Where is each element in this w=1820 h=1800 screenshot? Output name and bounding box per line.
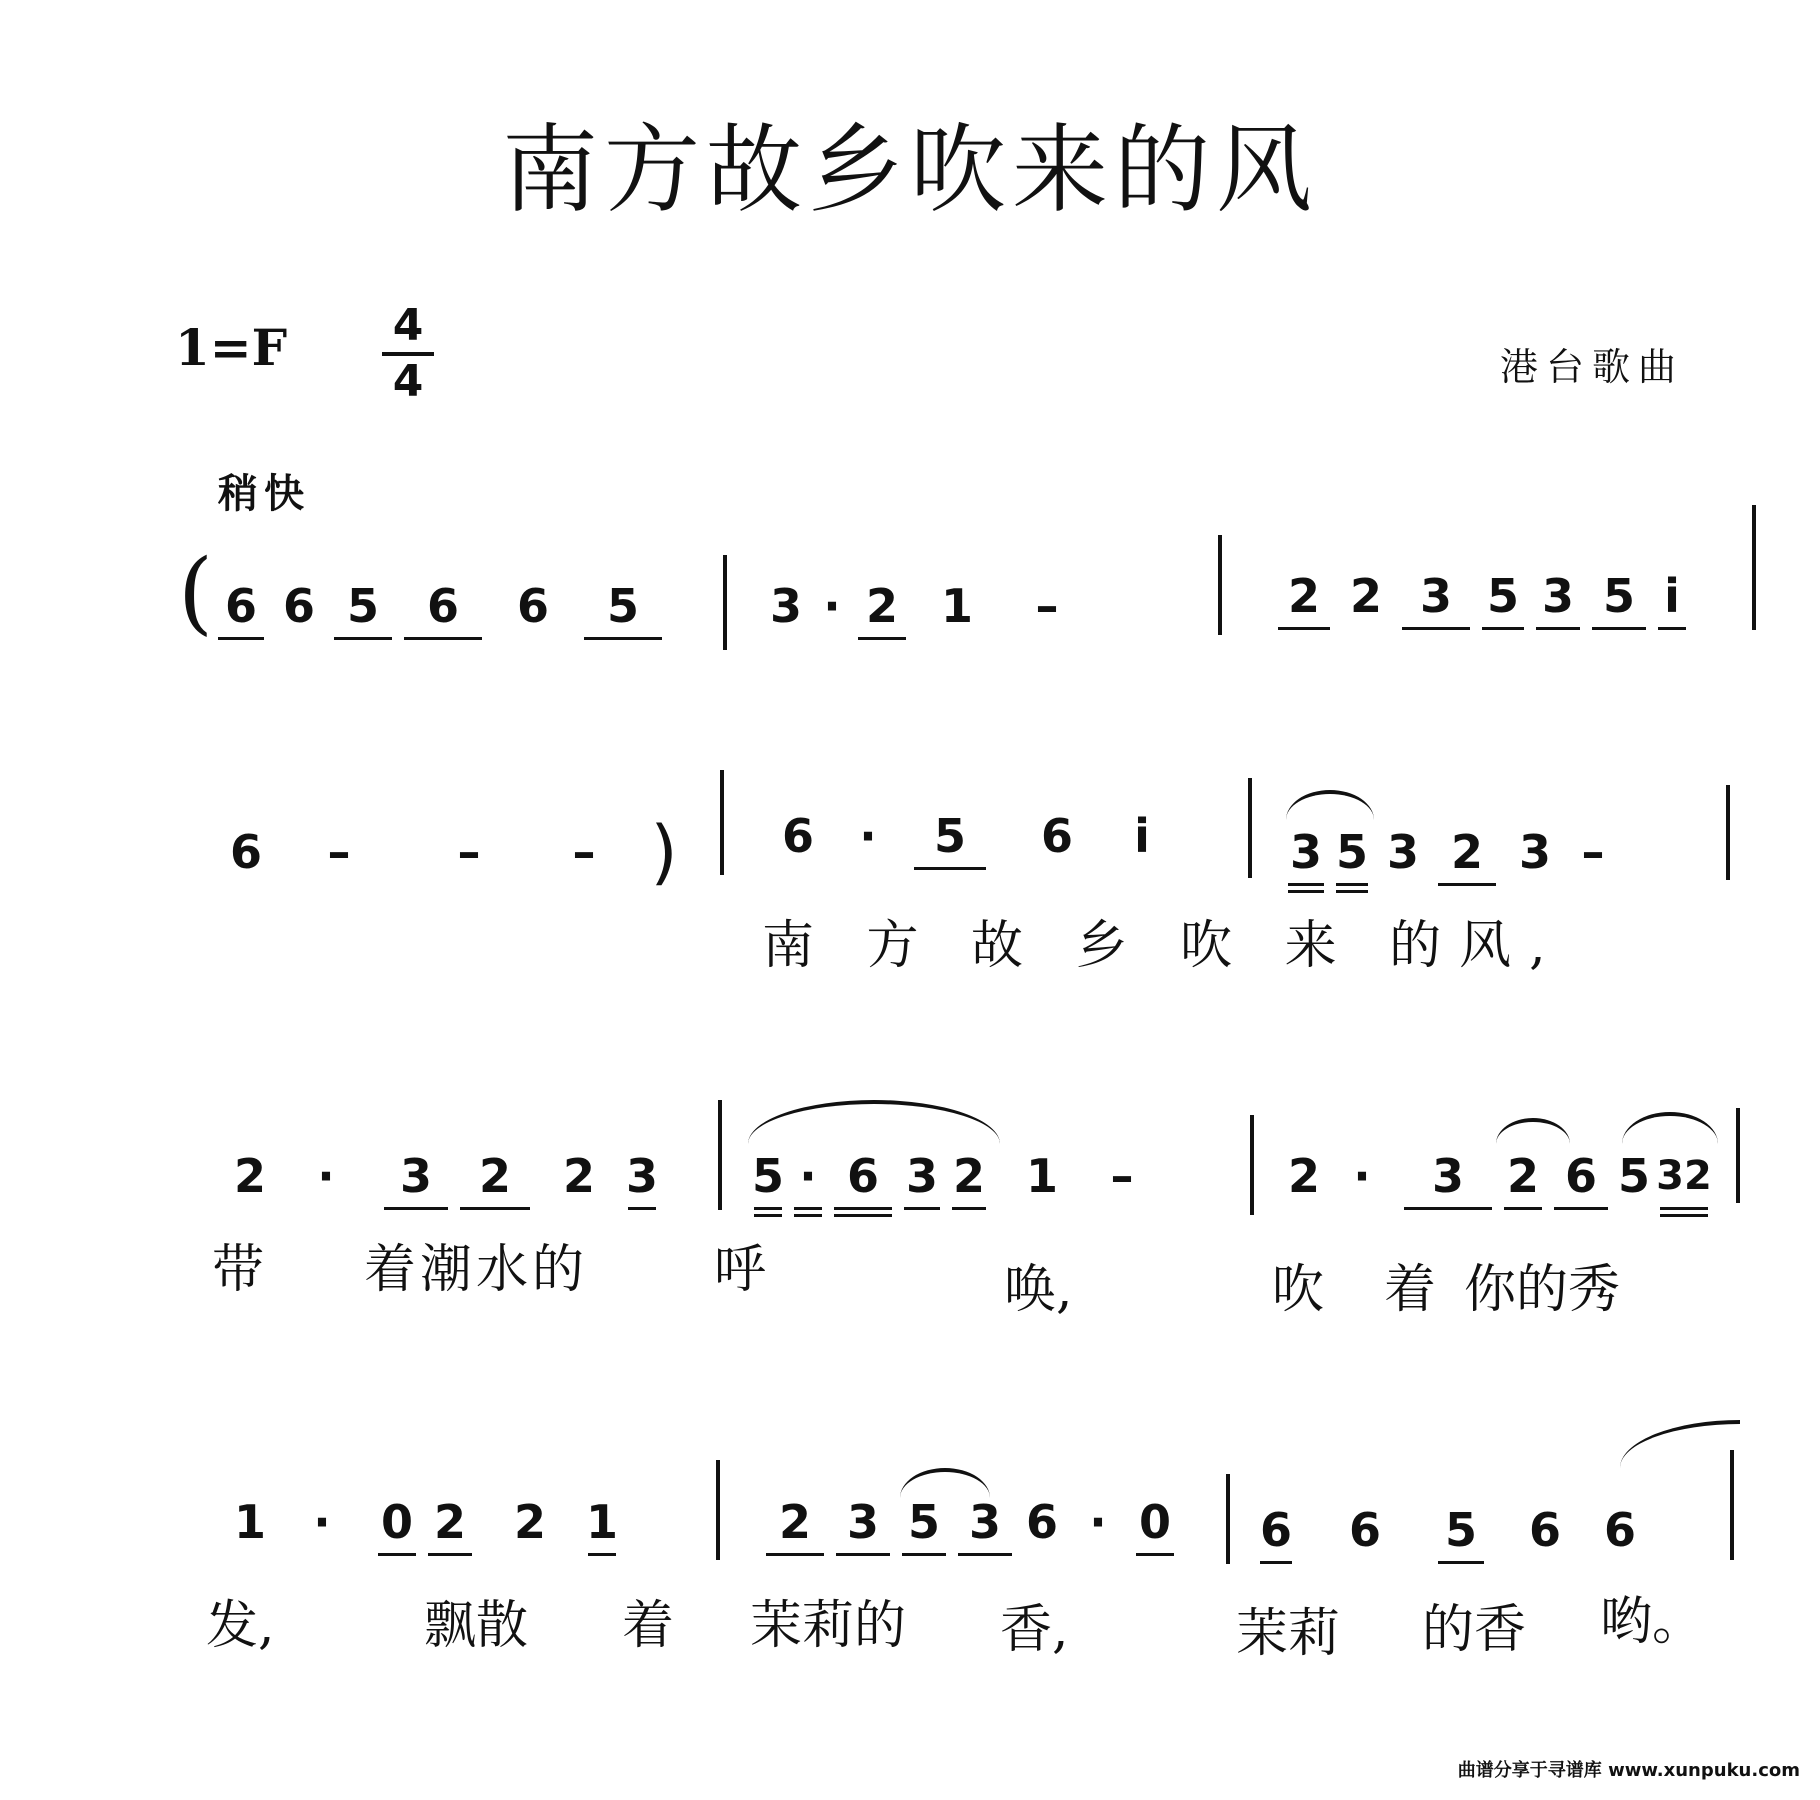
measure-2-2 [768,806,1162,866]
note: 3 [1530,566,1586,626]
note: 2 [422,1492,478,1552]
note: 1 [233,1495,266,1549]
measure-1-3 [1272,566,1692,626]
lyric: 呼 [714,1240,767,1300]
note: 3 [1518,825,1551,879]
note: 3 [898,1146,946,1206]
time-signature-numerator: 4 [382,304,434,356]
note: 1 [940,579,973,633]
dash: – [572,825,596,879]
dash: – [457,825,481,879]
measure-4-3 [1254,1500,1640,1560]
slur [1496,1118,1570,1144]
barline [720,770,724,875]
song-title: 南方故乡吹来的风 [502,114,1318,226]
barline [1250,1115,1254,1215]
note: 6 [1254,1500,1298,1560]
note: 6 [828,1146,898,1206]
note: 5 [1617,1149,1650,1203]
lyric: 哟。 [1600,1592,1705,1652]
time-signature [382,300,434,407]
lyric: 唤, [1004,1260,1073,1320]
barline [1730,1450,1734,1560]
key-signature: 1=F [175,318,288,377]
note: 6 [1025,1495,1058,1549]
measure-3-3 [1282,1146,1714,1206]
measure-4-1 [228,1492,622,1552]
note: 2 [1287,1149,1320,1203]
note: 3 [952,1492,1018,1552]
slur [748,1100,1000,1144]
note: 2 [760,1492,830,1552]
measure-3-2 [748,1146,1152,1206]
note: 6 [1548,1146,1614,1206]
note: 5 [896,1492,952,1552]
slur [1286,790,1374,820]
lyric: 吹 [1272,1260,1325,1320]
barline [1736,1108,1740,1203]
note: 3 [622,1146,662,1206]
lyric: 飘散 [424,1596,529,1656]
lyric: 的香 [1422,1600,1527,1660]
note: 2 [852,576,912,636]
dash: – [1110,1149,1134,1203]
note-dot: · [313,1495,331,1549]
note: 0 [1130,1492,1180,1552]
note: 3 [1282,822,1330,882]
song-origin: 港台歌曲 [1500,345,1685,389]
lyric: 香, [1000,1600,1069,1660]
note: 2 [513,1495,546,1549]
tempo-marking: 稍快 [218,471,310,517]
note: 3 [1386,825,1419,879]
note-dot: · [859,809,877,863]
open-paren: ( [178,540,214,645]
lyrics-line-1: 南 方 故 乡 吹 来 的风, [762,916,1564,976]
slur [1620,1420,1740,1468]
note: 32 [1654,1146,1714,1206]
note: 6 [781,809,814,863]
note-dot: · [1089,1495,1107,1549]
barline [1248,778,1252,878]
note: 5 [1330,822,1374,882]
note: 3 [1396,566,1476,626]
note: 5 [1476,566,1530,626]
note: 2 [946,1146,992,1206]
note: 3 [830,1492,896,1552]
footer-watermark: 曲谱分享于寻谱库 www.xunpuku.com [1457,1760,1800,1781]
note: 5 [908,806,992,866]
note: 0 [372,1492,422,1552]
note: 2 [1498,1146,1548,1206]
note: 6 [1348,1503,1381,1557]
note: 2 [233,1149,266,1203]
note: 1 [1025,1149,1058,1203]
note: 5 [748,1146,788,1206]
time-signature-denominator: 4 [392,356,424,407]
lyric: 着 [622,1596,675,1656]
measure-2-3 [1282,822,1618,882]
note: 5 [328,576,398,636]
lyric: 你的秀 [1464,1260,1621,1320]
note: 6 [1528,1503,1561,1557]
note-dot: · [317,1149,335,1203]
barline [1218,535,1222,635]
barline [716,1460,720,1560]
note-dot: · [788,1146,828,1206]
barline [1752,505,1756,630]
note: 6 [212,576,270,636]
dash: – [327,825,351,879]
note: 5 [1586,566,1652,626]
note: 2 [454,1146,536,1206]
note: 3 [769,579,802,633]
note: 3 [1398,1146,1498,1206]
note: 6 [229,825,262,879]
note: 6 [1603,1503,1636,1557]
note: i [1652,566,1692,626]
close-paren: ) [650,811,678,893]
note: 1 [582,1492,622,1552]
note: 2 [1272,566,1336,626]
note: 6 [398,576,488,636]
note: 6 [282,579,315,633]
note: 3 [378,1146,454,1206]
note: 6 [1040,809,1073,863]
lyric: 带 [212,1240,265,1300]
slur [1622,1112,1718,1144]
note: 5 [578,576,668,636]
measure-4-2 [760,1492,1180,1552]
lyric: 茉莉的 [750,1596,907,1656]
dash: – [1581,825,1605,879]
barline [1226,1474,1230,1564]
note: 2 [1432,822,1502,882]
barline [1726,785,1730,880]
note-dot: · [823,579,841,633]
lyric: 着 [1384,1260,1437,1320]
lyric: 茉莉 [1236,1604,1341,1664]
note: 6 [516,579,549,633]
barline [723,555,727,650]
note: 2 [1349,569,1382,623]
dash: – [1035,579,1059,633]
note: 5 [1432,1500,1490,1560]
lyric: 发, [206,1596,275,1656]
measure-2-1 [218,811,694,893]
note-dot: · [1353,1149,1371,1203]
barline [718,1100,722,1210]
measure-1-1 [212,576,668,636]
note: i [1134,809,1150,863]
measure-1-2 [760,576,1092,636]
lyric: 着潮水的 [364,1240,589,1300]
note: 2 [562,1149,595,1203]
measure-3-1 [226,1146,662,1206]
